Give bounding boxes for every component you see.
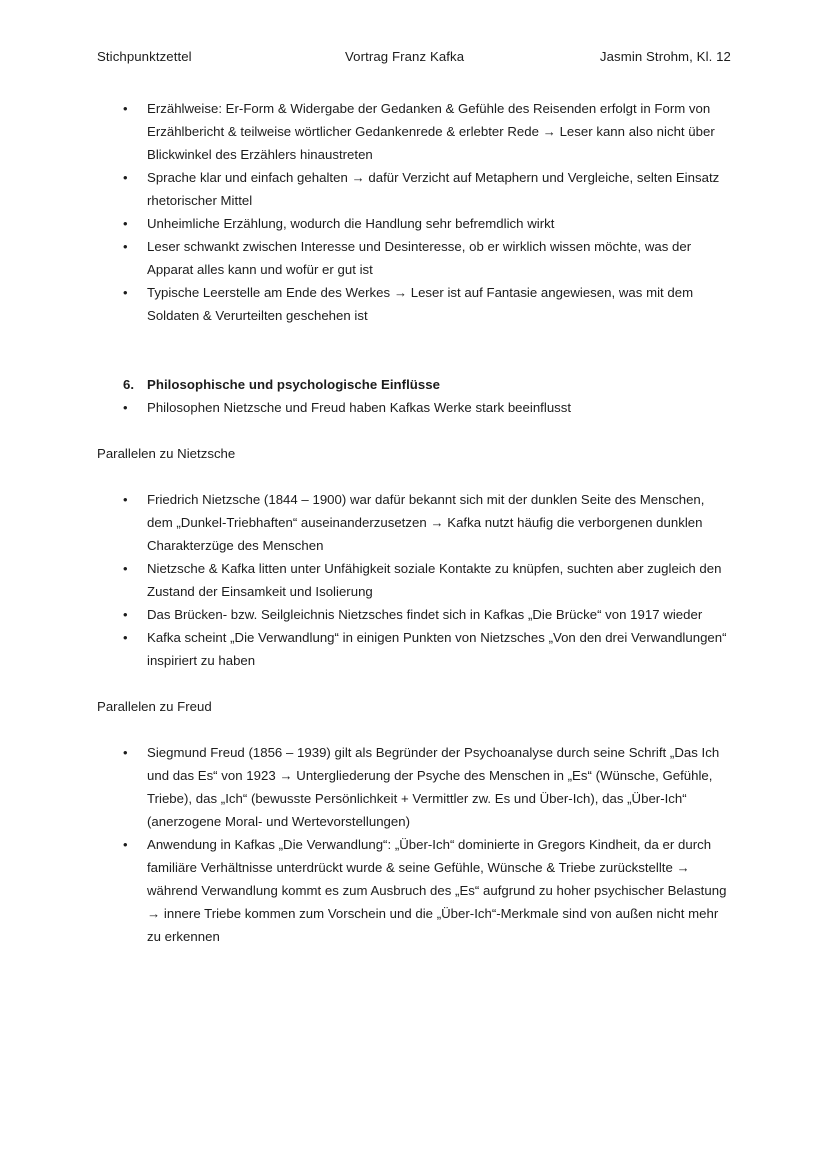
narration-bullet-list bbox=[97, 97, 733, 327]
list-item: • Erzählweise: Er-Form & Widergabe der Gedanken & Gefühle des Reisenden erfolgt in Form von Erzählbericht & teilweise wörtlicher Gedankenrede & erlebter Rede → Leser kann also nicht über Blickwinkel des Erzählers hinaustreten bbox=[97, 97, 733, 166]
spacer bbox=[97, 465, 733, 488]
list-item: • Kafka scheint „Die Verwandlung“ in einigen Punkten von Nietzsches „Von den drei Verwandlungen“ inspiriert zu haben bbox=[97, 626, 733, 672]
list-item: • Nietzsche & Kafka litten unter Unfähigkeit soziale Kontakte zu knüpfen, suchten aber zugleich den Zustand der Einsamkeit und Isolierung bbox=[97, 557, 733, 603]
header-presentation-title: Vortrag Franz Kafka bbox=[345, 49, 465, 64]
list-item: • Das Brücken- bzw. Seilgleichnis Nietzsches findet sich in Kafkas „Die Brücke“ von 1917 wieder bbox=[97, 603, 733, 626]
header-author: Jasmin Strohm, Kl. 12 bbox=[599, 49, 731, 64]
section-title: Philosophische und psychologische Einflüsse bbox=[147, 377, 441, 392]
subheading-nietzsche: Parallelen zu Nietzsche bbox=[97, 446, 236, 461]
section-number: 6. bbox=[123, 377, 135, 392]
nietzsche-bullet-list bbox=[97, 488, 733, 672]
document-header bbox=[97, 48, 731, 66]
list-item: • Leser schwankt zwischen Interesse und Desinteresse, ob er wirklich wissen möchte, was der Apparat alles kann und wofür er gut ist bbox=[97, 235, 733, 281]
list-item: • Typische Leerstelle am Ende des Werkes → Leser ist auf Fantasie angewiesen, was mit dem Soldaten & Verurteilten geschehen ist bbox=[97, 281, 733, 327]
list-item: • Sprache klar und einfach gehalten → dafür Verzicht auf Metaphern und Vergleiche, selten Einsatz rhetorischer Mittel bbox=[97, 166, 733, 212]
list-item: • Siegmund Freud (1856 – 1939) gilt als Begründer der Psychoanalyse durch seine Schrift „Das Ich und das Es“ von 1923 → Untergliederung der Psyche des Menschen in „Es“ (Wünsche, Gefühle, Triebe), das „Ich“ (bewusste Persönlichkeit + Vermittler zw. Es und Über-Ich), das „Über-Ich“ (anerzogene Moral- und Wertevorstellungen) bbox=[97, 741, 733, 833]
section-six-bullet-list bbox=[97, 396, 733, 419]
document-body bbox=[97, 97, 733, 948]
list-item: • Friedrich Nietzsche (1844 – 1900) war dafür bekannt sich mit der dunklen Seite des Menschen, dem „Dunkel-Triebhaften“ auseinanderzusetzen → Kafka nutzt häufig die verborgenen dunklen Charakterzüge des Menschen bbox=[97, 488, 733, 557]
section-heading-6 bbox=[97, 373, 733, 396]
spacer bbox=[97, 672, 733, 695]
list-item: • Anwendung in Kafkas „Die Verwandlung“: „Über-Ich“ dominierte in Gregors Kindheit, da er durch familiäre Verhältnisse unterdrückt wurde & seine Gefühle, Wünsche & Triebe zurückstellte → während Verwandlung kommt es zum Ausbruch des „Es“ aufgrund zu hoher psychischer Belastung → innere Triebe kommen zum Vorschein und die „Über-Ich“-Merkmale sind von außen nicht mehr zu erkennen bbox=[97, 833, 733, 948]
list-item: • Philosophen Nietzsche und Freud haben Kafkas Werke stark beeinflusst bbox=[97, 396, 733, 419]
list-item: • Unheimliche Erzählung, wodurch die Handlung sehr befremdlich wirkt bbox=[97, 212, 733, 235]
subheading-freud: Parallelen zu Freud bbox=[97, 699, 212, 714]
spacer bbox=[97, 327, 733, 373]
header-document-type: Stichpunktzettel bbox=[97, 49, 192, 64]
spacer bbox=[97, 419, 733, 442]
spacer bbox=[97, 718, 733, 741]
freud-bullet-list bbox=[97, 741, 733, 948]
